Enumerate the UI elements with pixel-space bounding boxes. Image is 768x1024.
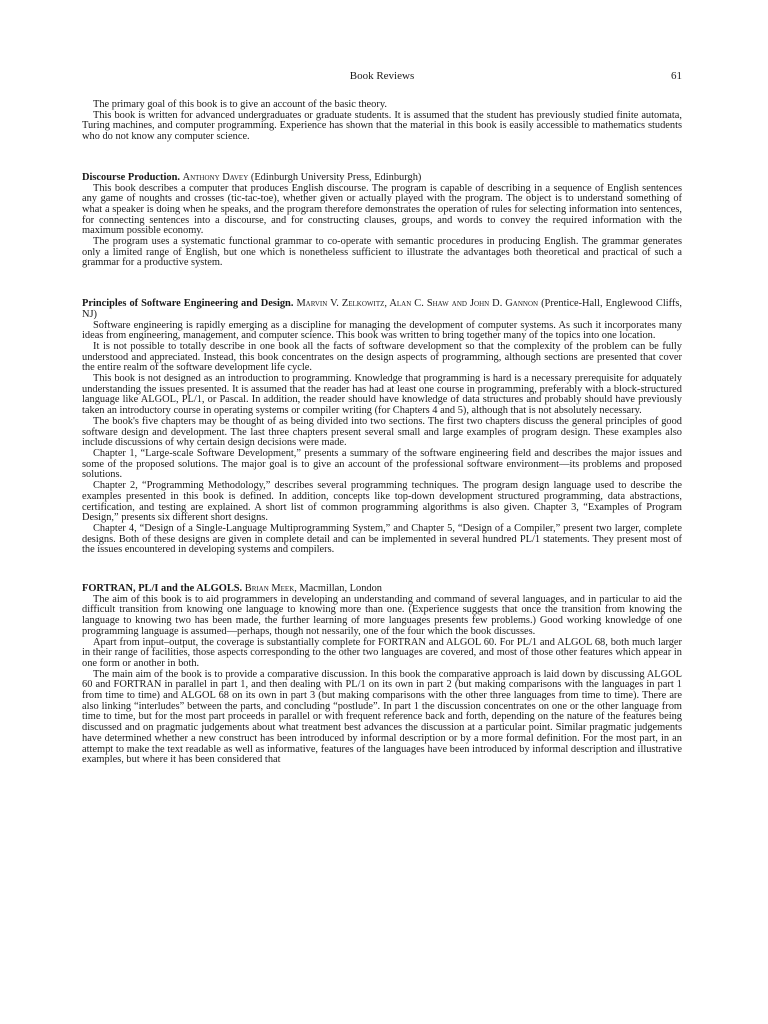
book-author: Anthony Davey bbox=[182, 171, 249, 183]
book-publisher: (Edinburgh University Press, Edinburgh) bbox=[250, 171, 422, 183]
journal-page bbox=[82, 70, 682, 766]
paragraph: Software engineering is rapidly emerging as a discipline for managing the development of computer systems. As such it incorporates many ideas from engineering, management, and computer science. This book was written to bring together many of the topics into one location. bbox=[82, 319, 682, 342]
review-heading bbox=[82, 173, 682, 184]
paragraph: This book is not designed as an introduction to programming. Knowledge that programming is hard is a necessary prerequisite for adquately understanding the issues presented. It is assumed that the reader has had at least one course in programming, preferably with a block-structured language like ALGOL, PL/1, or Pascal. In addition, the reader should have knowledge of data structures and probably should have previously taken an introductory course in operating systems or compiler writing (for Chapters 4 and 5), although that is not absolutely necessary. bbox=[82, 373, 682, 417]
book-publisher: , Macmillan, London bbox=[294, 583, 382, 595]
review-discourse-production bbox=[82, 173, 682, 269]
page-number: 61 bbox=[671, 70, 682, 82]
paragraph: It is not possible to totally describe in one book all the facts of software development so that the complexity of the problem can be fully understood and appreciated. Instead, this book concentrates on the design aspects of programming, although sections are presented that cover the entire realm of the software development life cycle. bbox=[82, 340, 682, 374]
paragraph: The program uses a systematic functional grammar to co-operate with semantic procedures in producing English. The grammar generates only a limited range of English, but one which is nonetheless sufficient to illustrate the advantages both theoretical and practical of such a grammar for a productive system. bbox=[82, 236, 682, 269]
paragraph: Chapter 1, “Large-scale Software Development,” presents a summary of the software engineering field and describes the major issues and some of the proposed solutions. The major goal is to give an account of the professional software environment—its problems and proposed solutions. bbox=[82, 447, 682, 481]
paragraph: Apart from input–output, the coverage is substantially complete for FORTRAN and ALGOL 60. For PL/1 and ALGOL 68, both much larger in their range of facilities, those aspects corresponding to the other two languages are covered, and most of those other features which appear in one form or another in both. bbox=[82, 636, 682, 669]
review-software-engineering bbox=[82, 299, 682, 556]
running-head bbox=[82, 70, 682, 86]
paragraph: Chapter 4, “Design of a Single-Language Multiprogramming System,” and Chapter 5, “Design of a Compiler,” present two larger, complete designs. Both of these designs are given in complete detail and can be implemented in several hundred PL/1 statements. They present most of the issues encountered in developing systems and compilers. bbox=[82, 522, 682, 556]
review-heading bbox=[82, 299, 682, 320]
book-publisher: (Prentice-Hall, Englewood Cliffs, NJ) bbox=[82, 298, 682, 320]
book-author: Brian Meek bbox=[244, 583, 295, 595]
paragraph: The main aim of the book is to provide a comparative discussion. In this book the comparative approach is laid down by discussing ALGOL 60 and FORTRAN in parallel in part 1, and then dealing with PL/1 on its own in part 2 (but making comparisons with the languages in part 1 from time to time) and ALGOL 68 on its own in part 3 (but making comparisons with the other three languages from time to time). There are also linking “interludes” between the parts, and concluding “postlude”. In part 1 the discussion concentrates on one or the other language from time to time, but for the most part proceeds in parallel or with frequent reference back and forth, depending on the nature of the features being discussed and on pragmatic judgements about what treatment best advances the discussion at a particular point. Similar pragmatic judgements have determined whether a new construct has been introduced by informal description or by a more formal definition. For the most part, in an attempt to make the text readable as well as informative, features of the languages have been introduced by informal description and illustrative examples, but where it has been considered that bbox=[82, 668, 682, 766]
paragraph: This book is written for advanced undergraduates or graduate students. It is assumed that the student has previously studied finite automata, Turing machines, and computer programming. Experience has shown that the material in this book is easily accessible to mathematics students who do not know any computer science. bbox=[82, 109, 682, 143]
previous-review-continuation bbox=[82, 100, 682, 143]
book-author: Marvin V. Zelkowitz, Alan C. Shaw and John D. Gannon bbox=[296, 298, 539, 310]
paragraph: The book's five chapters may be thought of as being divided into two sections. The first two chapters discuss the general principles of good software design and development. The last three chapters present several small and large examples of program design. These examples also include discussions of why certain design decisions were made. bbox=[82, 415, 682, 449]
running-title: Book Reviews bbox=[349, 70, 415, 82]
paragraph: Chapter 2, “Programming Methodology,” describes several programming techniques. The program design language used to describe the examples presented in this book is defined. In addition, concepts like top-down development structured programming, data abstractions, certification, and testing are explained. A short list of common programming algorithms is also given. Chapter 3, “Examples of Program Design,” presents six different short designs. bbox=[82, 480, 682, 524]
paragraph: The aim of this book is to aid programmers in developing an understanding and command of several languages, and in particular to aid the difficult transition from knowing one language to knowing more than one. (Experience suggests that once the transition from knowing the language to knowing two has been made, the further learning of more languages presents few problems.) Good working knowledge of one programming language is assumed—perhaps, though not nessarily, one of the four which the book discusses. bbox=[82, 593, 682, 637]
paragraph: The primary goal of this book is to give an account of the basic theory. bbox=[93, 99, 387, 110]
book-title: FORTRAN, PL/I and the ALGOLS. bbox=[82, 583, 243, 595]
book-title: Discourse Production. bbox=[82, 171, 180, 183]
book-title: Principles of Software Engineering and Design. bbox=[82, 298, 294, 310]
review-fortran-pl1-algols bbox=[82, 584, 682, 766]
paragraph: This book describes a computer that produces English discourse. The program is capable of describing in a sequence of English sentences any game of noughts and crosses (tic-tac-toe), whether given or actually played with the program. The object is to understand something of what a speaker is doing when he speaks, and the program therefore demonstrates the operation of rules for selecting information into sentences, for connecting sentences into a discourse, and for constructing clauses, groups, and words to convey the required information with the maximum possible economy. bbox=[82, 182, 682, 237]
